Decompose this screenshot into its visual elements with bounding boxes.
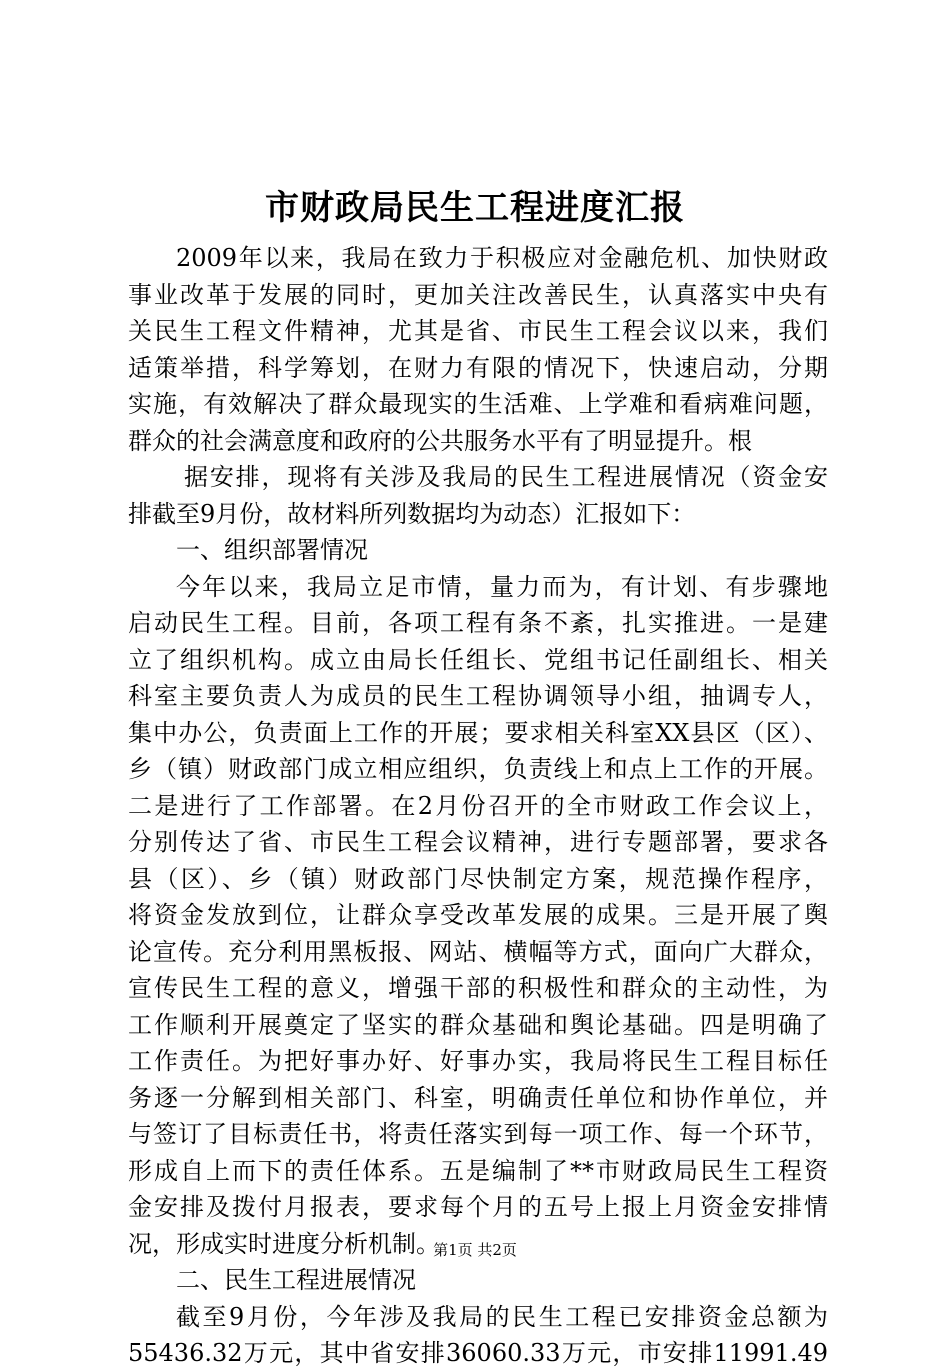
paragraph-line: 集中办公，负责面上工作的开展；要求相关科室XX县区（区）、	[128, 718, 828, 747]
paragraph-line: 宣传民生工程的意义，增强干部的积极性和群众的主动性，为	[128, 974, 828, 1002]
paragraph-line: 论宣传。充分利用黑板报、网站、横幅等方式，面向广大群众，	[128, 937, 828, 966]
paragraph-line: 实施，有效解决了群众最现实的生活难、上学难和看病难问题，	[128, 390, 828, 418]
paragraph-line: 工作顺利开展奠定了坚实的群众基础和舆论基础。四是明确了	[128, 1010, 828, 1039]
section-heading: 一、组织部署情况	[176, 536, 368, 564]
paragraph-line: 工作责任。为把好事办好、好事办实，我局将民生工程目标任	[128, 1047, 828, 1075]
paragraph-line: 况，形成实时进度分析机制。	[128, 1229, 440, 1258]
paragraph-line: 据安排，现将有关涉及我局的民生工程进展情况（资金安	[184, 463, 828, 491]
section-heading: 二、民生工程进展情况	[176, 1266, 416, 1294]
paragraph-line: 县（区）、乡（镇）财政部门尽快制定方案，规范操作程序，	[128, 864, 828, 893]
paragraph-line: 二是进行了工作部署。在2月份召开的全市财政工作会议上，	[128, 791, 828, 820]
paragraph-line: 形成自上而下的责任体系。五是编制了**市财政局民生工程资	[128, 1156, 828, 1185]
paragraph-line: 排截至9月份，故材料所列数据均为动态）汇报如下：	[128, 499, 696, 528]
paragraph-line: 群众的社会满意度和政府的公共服务水平有了明显提升。根	[128, 426, 752, 455]
paragraph-line: 与签订了目标责任书，将责任落实到每一项工作、每一个环节，	[128, 1120, 828, 1148]
document-body	[128, 240, 828, 1372]
paragraph-line: 启动民生工程。目前，各项工程有条不紊，扎实推进。一是建	[128, 609, 828, 637]
paragraph-line: 科室主要负责人为成员的民生工程协调领导小组，抽调专人，	[128, 682, 828, 710]
page-number-footer: 第1页 共2页	[433, 1241, 517, 1259]
paragraph-line: 分别传达了省、市民生工程会议精神，进行专题部署，要求各	[128, 828, 828, 856]
paragraph-line: 2009年以来，我局在致力于积极应对金融危机、加快财政	[176, 244, 828, 272]
paragraph-line: 务逐一分解到相关部门、科室，明确责任单位和协作单位，并	[128, 1083, 828, 1112]
paragraph-line: 将资金发放到位，让群众享受改革发展的成果。三是开展了舆	[128, 901, 828, 929]
paragraph-line: 金安排及拨付月报表，要求每个月的五号上报上月资金安排情	[128, 1193, 828, 1221]
paragraph-line: 立了组织机构。成立由局长任组长、党组书记任副组长、相关	[128, 645, 828, 674]
paragraph-line: 今年以来，我局立足市情，量力而为，有计划、有步骤地	[176, 572, 828, 601]
document-title: 市财政局民生工程进度汇报	[265, 188, 685, 228]
paragraph-line: 乡（镇）财政部门成立相应组织，负责线上和点上工作的开展。	[128, 755, 828, 783]
paragraph-line: 事业改革于发展的同时，更加关注改善民生，认真落实中央有	[128, 280, 828, 309]
paragraph-line: 截至9月份，今年涉及我局的民生工程已安排资金总额为	[176, 1302, 828, 1331]
paragraph-line: 关民生工程文件精神，尤其是省、市民生工程会议以来，我们	[128, 317, 828, 345]
paragraph-line: 55436.32万元，其中省安排36060.33万元，市安排11991.49	[128, 1339, 828, 1367]
paragraph-line: 适策举措，科学筹划，在财力有限的情况下，快速启动，分期	[128, 353, 828, 382]
